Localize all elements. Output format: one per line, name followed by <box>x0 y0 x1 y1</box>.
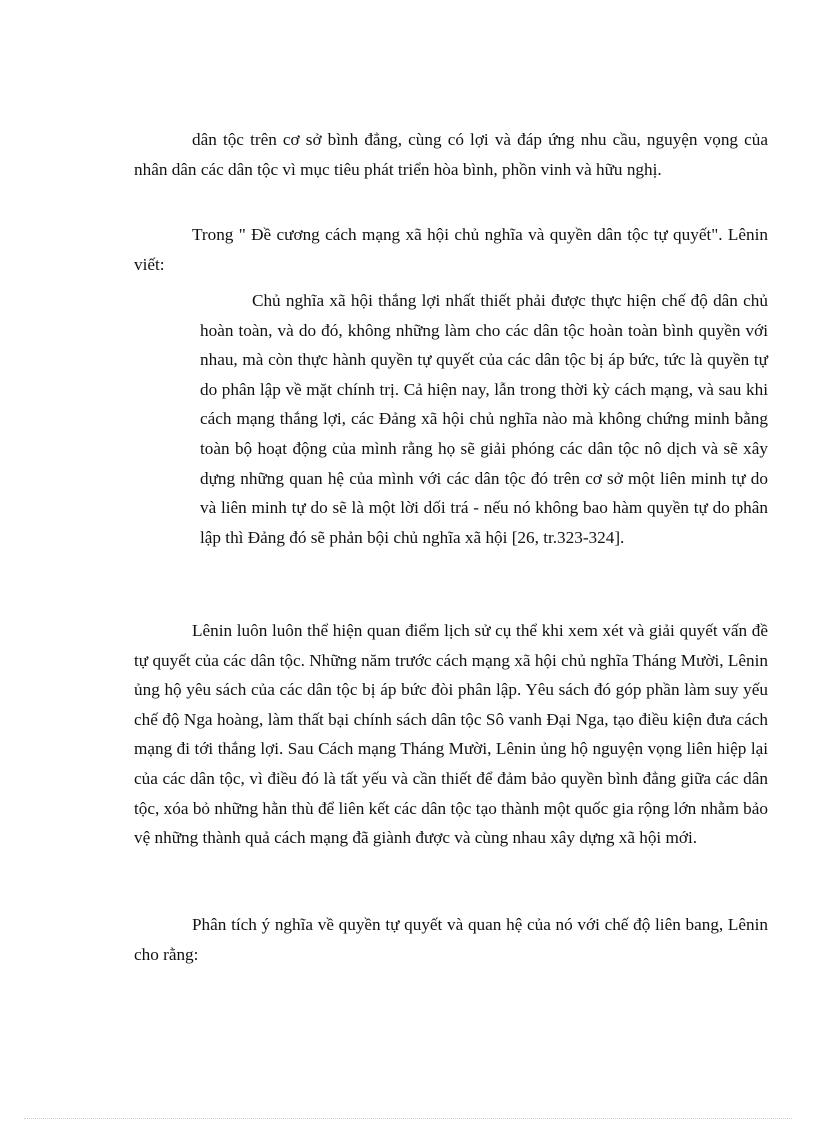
paragraph-intro-quote: Trong " Đề cương cách mạng xã hội chủ nghĩa và quyền dân tộc tự quyết". Lênin viết: <box>134 225 768 274</box>
paragraph-continuation: dân tộc trên cơ sở bình đẳng, cùng có lợi và đáp ứng nhu cầu, nguyện vọng của nhân dân các dân tộc vì mục tiêu phát triển hòa bình, phồn vinh và hữu nghị. <box>134 130 768 179</box>
block-quote: Chủ nghĩa xã hội thắng lợi nhất thiết phải được thực hiện chế độ dân chủ hoàn toàn, và do đó, không những làm cho các dân tộc hoàn toàn bình quyền với nhau, mà còn thực hành quyền tự quyết của các dân tộc bị áp bức, tức là quyền tự do phân lập về mặt chính trị. Cả hiện nay, lẫn trong thời kỳ cách mạng, và sau khi cách mạng thắng lợi, các Đảng xã hội chủ nghĩa nào mà không chứng minh bằng toàn bộ hoạt động của mình rằng họ sẽ giải phóng các dân tộc nô dịch và sẽ xây dựng những quan hệ của mình với các dân tộc đó trên cơ sở một liên minh tự do và liên minh tự do sẽ là một lời dối trá - nếu nó không bao hàm quyền tự do phân lập thì Đảng đó sẽ phản bội chủ nghĩa xã hội [26, tr.323-324]. <box>200 291 768 547</box>
paragraph-analysis: Phân tích ý nghĩa về quyền tự quyết và quan hệ của nó với chế độ liên bang, Lênin cho rằng: <box>134 915 768 964</box>
paragraph-history-view: Lênin luôn luôn thể hiện quan điểm lịch sử cụ thể khi xem xét và giải quyết vấn đề tự quyết của các dân tộc. Những năm trước cách mạng xã hội chủ nghĩa Tháng Mười, Lênin ủng hộ yêu sách của các dân tộc bị áp bức đòi phân lập. Yêu sách đó góp phần làm suy yếu chế độ Nga hoàng, làm thất bại chính sách dân tộc Sô vanh Đại Nga, tạo điều kiện đưa cách mạng đi tới thắng lợi. Sau Cách mạng Tháng Mười, Lênin ủng hộ nguyện vọng liên hiệp lại của các dân tộc, vì điều đó là tất yếu và cần thiết để đảm bảo quyền bình đẳng giữa các dân tộc, xóa bỏ những hằn thù để liên kết các dân tộc tạo thành một quốc gia rộng lớn nhằm bảo vệ những thành quả cách mạng đã giành được và cùng nhau xây dựng xã hội mới. <box>134 621 768 848</box>
footer-divider <box>24 1118 792 1119</box>
